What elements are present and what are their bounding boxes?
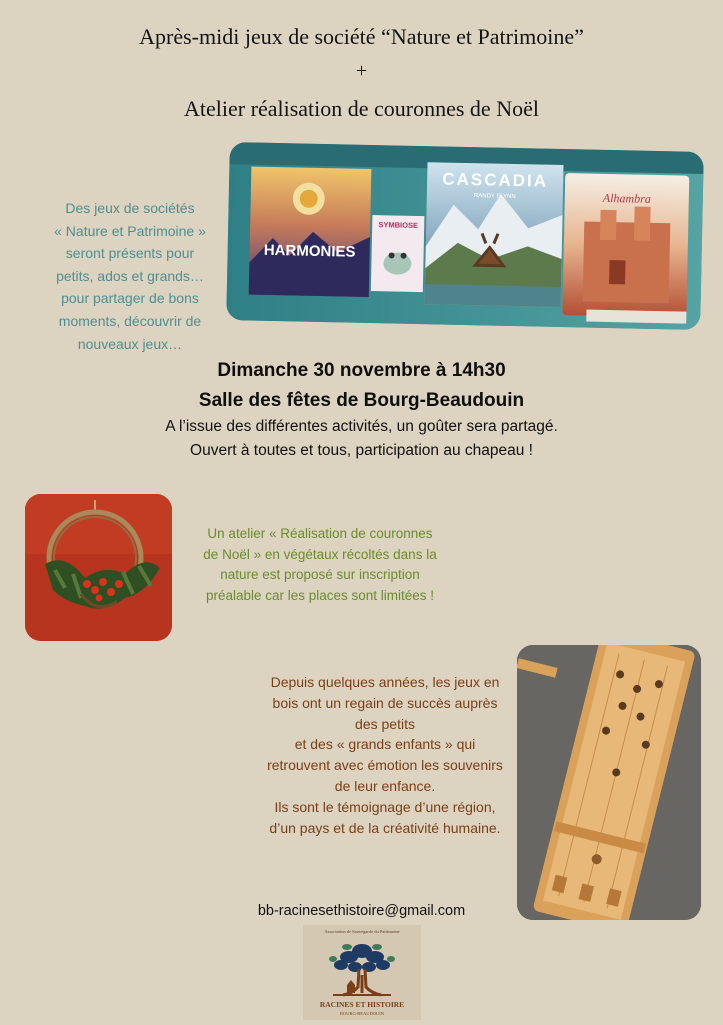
event-info-open: Ouvert à toutes et tous, participation au chapeau ! bbox=[190, 442, 533, 459]
wooden-games-description bbox=[250, 672, 520, 838]
games-text-line: petits, ados et grands… bbox=[56, 267, 204, 284]
wooden-text-line: Ils sont le témoignage d’une région, bbox=[274, 798, 496, 815]
wooden-text-line: d’un pays et de la créativité humaine. bbox=[269, 819, 501, 836]
wooden-text-line: et des « grands enfants » qui bbox=[294, 736, 476, 753]
main-title-line1: Après-midi jeux de société “Nature et Patrimoine” bbox=[139, 24, 584, 49]
logo-name: RACINES ET HISTOIRE bbox=[319, 1000, 405, 1009]
symbiose-box-title: SYMBIOSE bbox=[378, 220, 419, 231]
games-text-line: seront présents pour bbox=[65, 245, 195, 262]
wooden-text-line: bois ont un regain de succès auprès bbox=[272, 694, 498, 711]
workshop-description bbox=[180, 524, 460, 606]
wooden-board-game-photo bbox=[517, 645, 701, 920]
association-logo bbox=[303, 925, 421, 1020]
christmas-wreath-photo bbox=[25, 494, 172, 641]
event-venue: Salle des fêtes de Bourg-Beaudouin bbox=[198, 390, 525, 411]
logo-caption: Association de Sauvegarde du Patrimoine bbox=[324, 929, 400, 934]
board-games-photo bbox=[226, 142, 704, 330]
games-text-line: nouveaux jeux… bbox=[77, 335, 183, 352]
workshop-text-line: Un atelier « Réalisation de couronnes bbox=[207, 526, 433, 541]
workshop-text-line: de Noël » en végétaux récoltés dans la bbox=[203, 546, 437, 562]
games-text-line: pour partager de bons bbox=[61, 290, 199, 307]
wooden-text-line: des petits bbox=[355, 715, 415, 732]
games-description bbox=[40, 197, 220, 355]
event-date: Dimanche 30 novembre à 14h30 bbox=[217, 360, 506, 381]
games-text-line: « Nature et Patrimoine » bbox=[54, 222, 206, 239]
event-info-snack: A l’issue des différentes activités, un goûter sera partagé. bbox=[165, 418, 558, 435]
cascadia-box-title: CASCADIA bbox=[442, 169, 549, 191]
main-title-line2: Atelier réalisation de couronnes de Noël bbox=[184, 96, 539, 121]
logo-place: BOURG-BEAUDOUIN bbox=[340, 1011, 384, 1016]
workshop-text-line: nature est proposé sur inscription bbox=[220, 567, 420, 583]
wooden-text-line: de leur enfance. bbox=[334, 777, 436, 794]
cascadia-author: RANDY FLYNN bbox=[473, 193, 516, 201]
harmonies-box-title: HARMONIES bbox=[263, 241, 356, 261]
workshop-text-line: préalable car les places sont limitées ! bbox=[205, 587, 435, 603]
wooden-text-line: retrouvent avec émotion les souvenirs bbox=[267, 757, 503, 774]
contact-email[interactable]: bb-racinesethistoire@gmail.com bbox=[257, 903, 466, 919]
wooden-text-line: Depuis quelques années, les jeux en bbox=[270, 674, 500, 690]
games-text-line: moments, découvrir de bbox=[58, 312, 202, 329]
alhambra-box-title: Alhambra bbox=[602, 190, 651, 206]
title-plus: + bbox=[355, 60, 368, 82]
games-text-line: Des jeux de sociétés bbox=[65, 200, 195, 216]
